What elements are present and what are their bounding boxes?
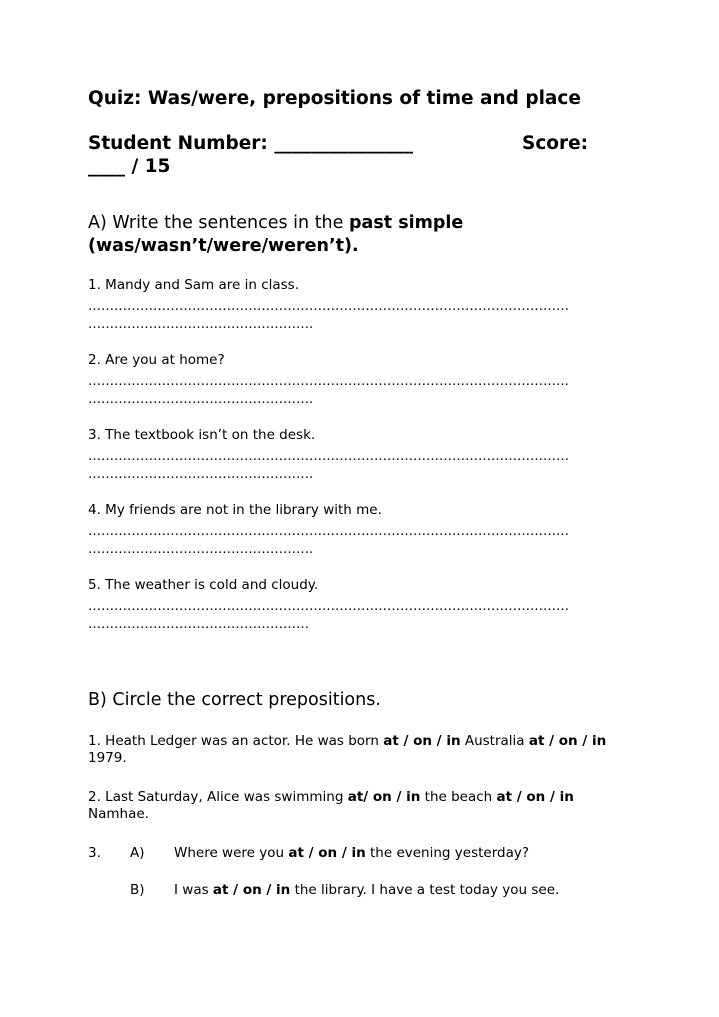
question-a3: 3. The textbook isn’t on the desk. [88,427,316,443]
section-a-heading-bold-2: (was/wasn’t/were/weren’t). [88,236,359,256]
question-b2 [88,789,628,823]
question-b1-choice-1: at / on / in [383,733,461,749]
answer-line-a5-2: …………………………………………… [88,617,309,632]
question-b2-text-2: the beach [420,789,497,805]
question-b3b-text-2: the library. I have a test today you see. [290,882,560,898]
question-b2-text-3: Namhae. [88,806,149,822]
question-b3a-choice: at / on / in [288,845,366,861]
question-b2-choice-1: at/ on / in [347,789,421,805]
score-label: Score: [522,133,589,154]
question-a4: 4. My friends are not in the library with me. [88,502,382,518]
question-b2-choice-2: at / on / in [496,789,574,805]
question-b2-text-1: 2. Last Saturday, Alice was swimming [88,789,348,805]
answer-line-a5-1: ………………………………………………………………………………………………… [88,599,569,614]
section-a-heading-text: A) Write the sentences in the [88,213,349,233]
question-a5: 5. The weather is cold and cloudy. [88,577,319,593]
quiz-title: Quiz: Was/were, prepositions of time and place [88,88,581,109]
question-b1-choice-2: at / on / in [528,733,607,749]
question-b1-text-2: Australia [460,733,529,749]
student-number-label: Student Number: _______________ [88,133,414,154]
student-score-line [88,132,628,178]
question-b3-number: 3. [88,845,101,861]
question-b3a-label: A) [130,845,145,861]
question-b3b-choice: at / on / in [212,882,291,898]
question-b3a [174,845,529,862]
answer-line-a2-1: ………………………………………………………………………………………………… [88,374,569,389]
answer-line-a1-1: ………………………………………………………………………………………………… [88,299,569,314]
section-a-heading-bold: past simple [348,213,464,233]
question-b3b-text-1: I was [174,882,213,898]
question-b3a-text-1: Where were you [174,845,289,861]
answer-line-a2-2: ……………………………………………. [88,392,314,407]
section-a-heading [88,212,628,258]
answer-line-a4-1: ………………………………………………………………………………………………… [88,524,569,539]
score-value: ____ / 15 [88,156,171,177]
answer-line-a1-2: ……………………………………………. [88,317,314,332]
answer-line-a4-2: ……………………………………………. [88,542,314,557]
question-b3a-text-2: the evening yesterday? [365,845,530,861]
question-b3b [174,882,559,899]
question-b1-text-3: 1979. [88,750,127,766]
question-a1: 1. Mandy and Sam are in class. [88,277,299,293]
question-b1-text-1: 1. Heath Ledger was an actor. He was born [88,733,384,749]
section-b-heading: B) Circle the correct prepositions. [88,690,381,710]
question-b1 [88,733,628,767]
answer-line-a3-1: ………………………………………………………………………………………………… [88,449,569,464]
question-a2: 2. Are you at home? [88,352,225,368]
answer-line-a3-2: ……………………………………………. [88,467,314,482]
question-b3b-label: B) [130,882,145,898]
